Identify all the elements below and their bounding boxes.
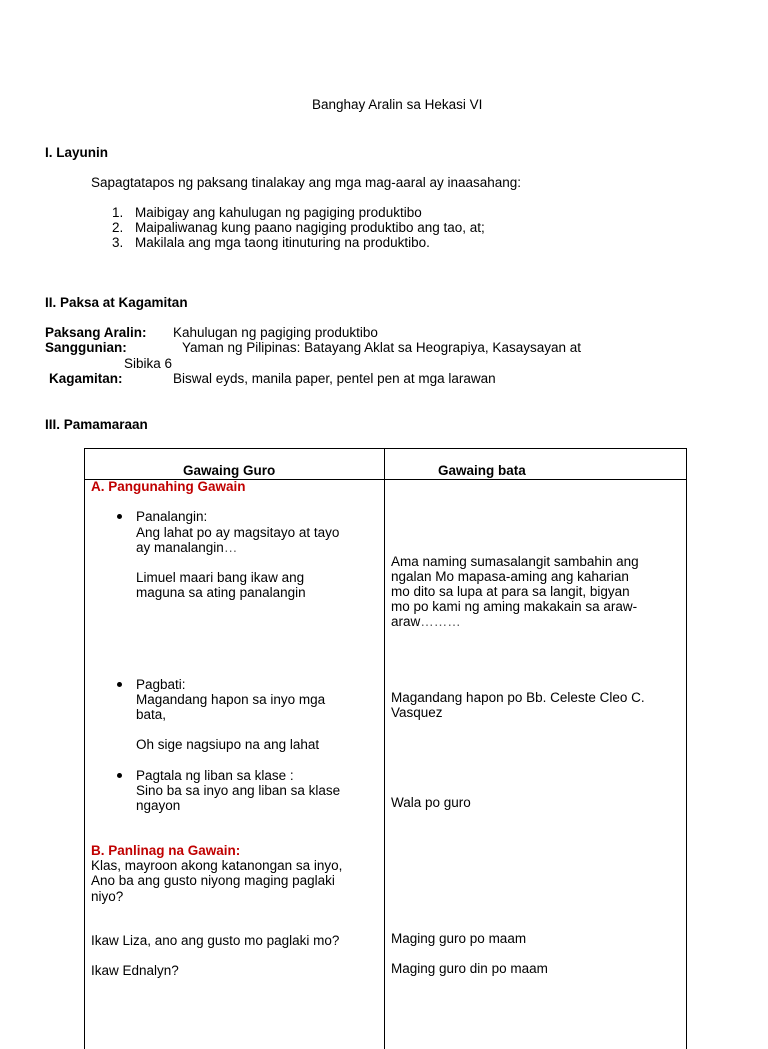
panalangin-label: Panalangin: [136,509,208,524]
pagtala-label: Pagtala ng liban sa klase : [136,768,294,783]
pagbati-line: Oh sige nagsiupo na ang lahat [136,737,320,752]
response-liza: Maging guro po maam [391,931,527,946]
question-ednalyn: Ikaw Ednalyn? [91,963,179,978]
panalangin-line: Ang lahat po ay magsitayo at tayo [136,525,340,540]
objective-number: 3. [112,235,124,250]
column-header-gawaing-bata: Gawaing bata [438,463,526,478]
response-line: mo dito sa lupa at para sa langit, bigyan [391,584,630,599]
sanggunian-value: Yaman ng Pilipinas: Batayang Aklat sa Heograpiya, Kasaysayan at [182,340,581,355]
response-line: mo po kami ng aming makakain sa araw- [391,599,638,614]
section-heading-paksa: II. Paksa at Kagamitan [45,295,188,310]
response-pagbati: Magandang hapon po Bb. Celeste Cleo C. [391,690,645,705]
panalangin-line: ay manalangin… [136,540,238,555]
panlinag-line: Ano ba ang gusto niyong maging paglaki [91,873,335,888]
pagbati-label: Pagbati: [136,677,186,692]
response-ednalyn: Maging guro din po maam [391,961,548,976]
pagbati-line: Magandang hapon sa inyo mga [136,692,326,707]
panlinag-line: niyo? [91,889,124,904]
response-pagbati: Vasquez [391,705,443,720]
response-line: ngalan Mo mapasa-aming ang kaharian [391,569,629,584]
page-title: Banghay Aralin sa Hekasi VI [312,97,483,112]
bullet-icon [117,514,122,519]
layunin-intro: Sapagtatapos ng paksang tinalakay ang mga mag-aaral ay inaasahang: [91,175,522,190]
section-heading-layunin: I. Layunin [45,145,109,160]
pagtala-line: Sino ba sa inyo ang liban sa klase [136,783,341,798]
section-a-heading: A. Pangunahing Gawain [91,479,246,494]
paksa-value: Kahulugan ng pagiging produktibo [173,325,378,340]
objective-text: Maibigay ang kahulugan ng pagiging produktibo [135,205,422,220]
objective-text: Makilala ang mga taong itinuturing na produktibo. [135,235,430,250]
response-line: Ama naming sumasalangit sambahin ang [391,554,639,569]
lesson-activities-table [84,448,687,1049]
kagamitan-label: Kagamitan: [49,371,123,386]
section-b-heading: B. Panlinag na Gawain: [91,843,241,858]
objective-number: 2. [112,220,124,235]
sanggunian-value-continued: Sibika 6 [124,356,173,371]
response-line: araw……… [391,614,461,629]
pagtala-line: ngayon [136,798,181,813]
objective-text: Maipaliwanag kung paano nagiging produktibo ang tao, at; [135,220,485,235]
sanggunian-label: Sanggunian: [45,340,127,355]
paksa-label: Paksang Aralin: [45,325,147,340]
question-liza: Ikaw Liza, ano ang gusto mo paglaki mo? [91,933,340,948]
bullet-icon [117,682,122,687]
kagamitan-value: Biswal eyds, manila paper, pentel pen at mga larawan [173,371,496,386]
objective-number: 1. [112,205,124,220]
column-header-gawaing-guro: Gawaing Guro [183,463,276,478]
bullet-icon [117,773,122,778]
panalangin-line: Limuel maari bang ikaw ang [136,570,305,585]
panalangin-line: maguna sa ating panalangin [136,585,306,600]
column-divider [384,449,385,1049]
pagbati-line: bata, [136,707,167,722]
section-heading-pamamaraan: III. Pamamaraan [45,417,148,432]
panlinag-line: Klas, mayroon akong katanongan sa inyo, [91,858,343,873]
response-pagtala: Wala po guro [391,795,471,810]
